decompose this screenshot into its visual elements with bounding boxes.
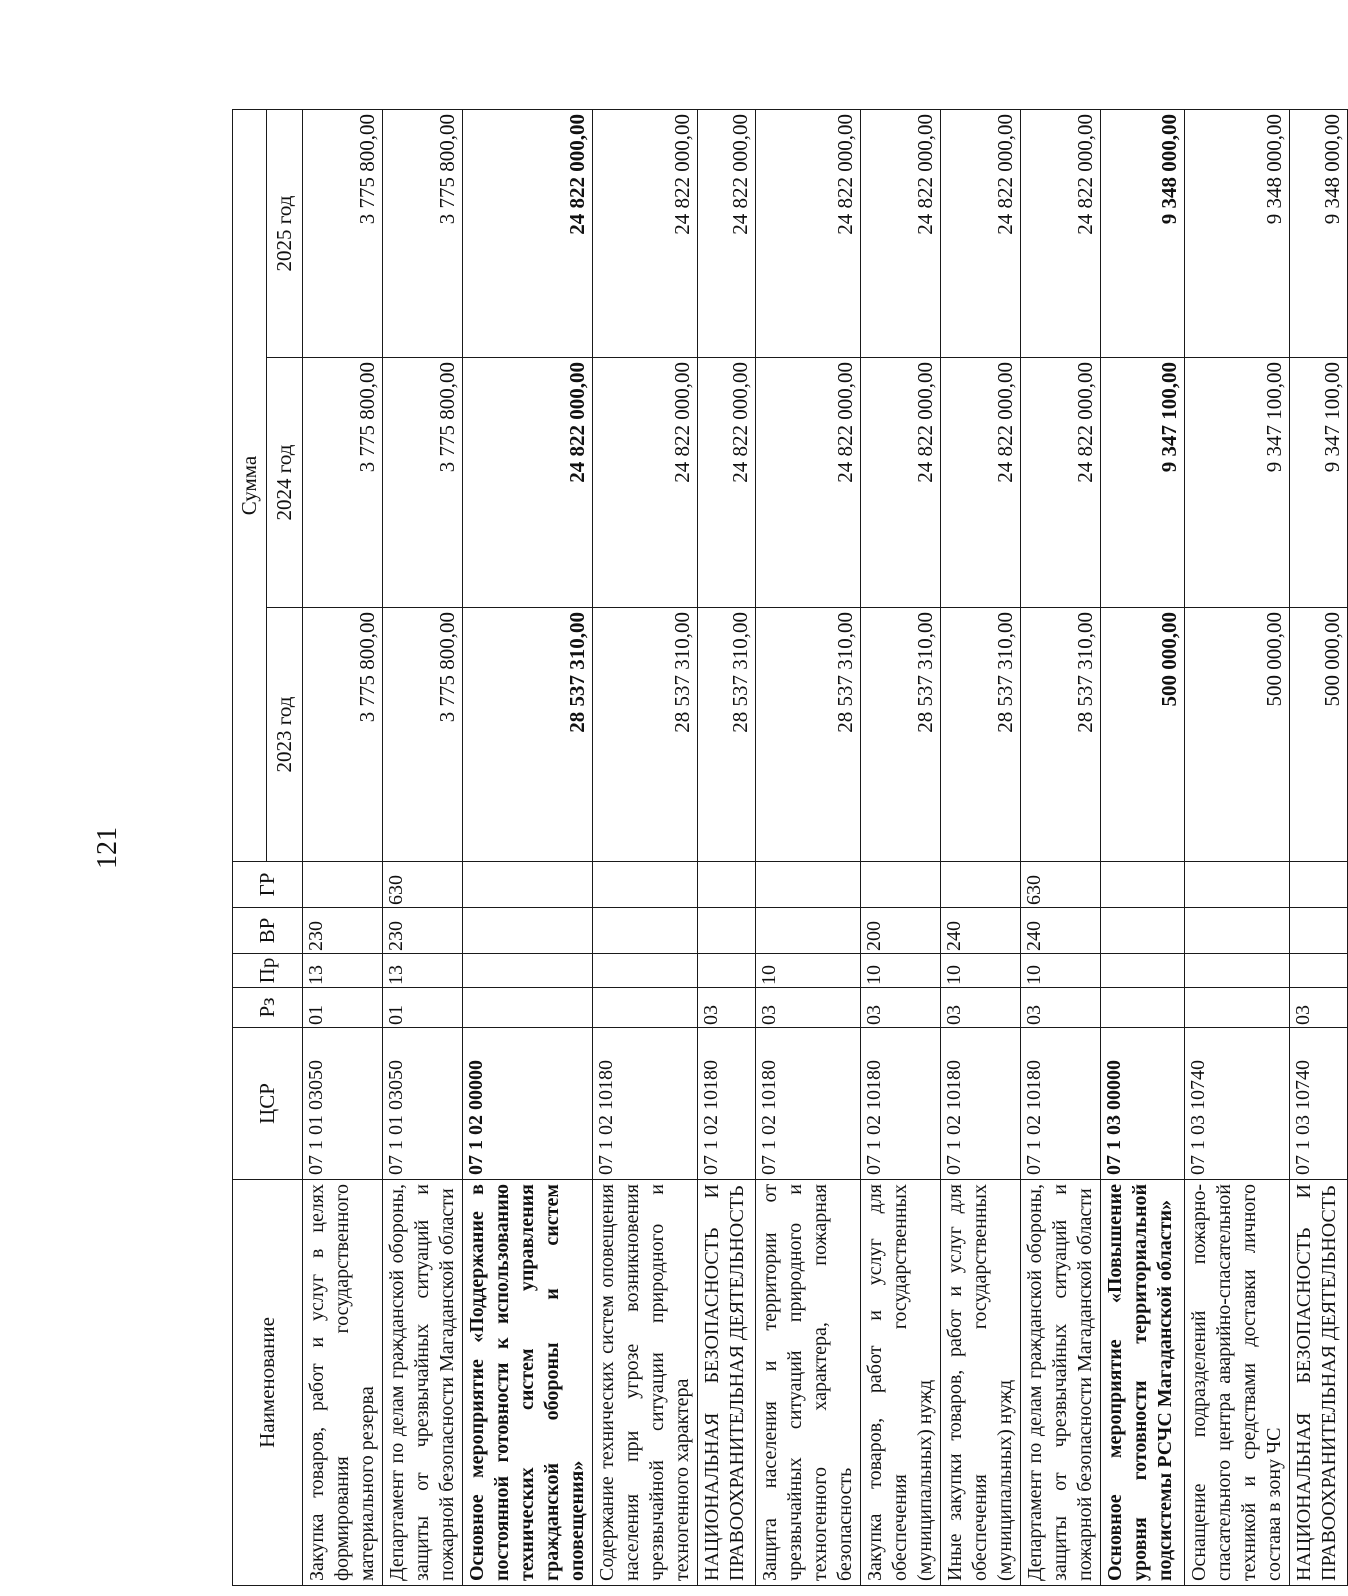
cell-sum-2024: 24 822 000,00 <box>941 358 1021 608</box>
cell-rz <box>593 988 698 1028</box>
cell-rz: 03 <box>1021 988 1101 1028</box>
table-row <box>861 109 941 1585</box>
cell-sum-2023: 28 537 310,00 <box>756 608 861 862</box>
cell-sum-2025: 3 775 800,00 <box>383 109 463 357</box>
table-row <box>383 109 463 1585</box>
cell-sum-2025: 24 822 000,00 <box>698 109 756 357</box>
cell-gr <box>463 862 593 908</box>
cell-rz: 03 <box>941 988 1021 1028</box>
cell-name: Оснащение подразделений пожарно-спасательного центра аварийно-спасательной техникой и средствами доставки личного состава в зону ЧС <box>1185 1180 1290 1586</box>
cell-rz: 03 <box>698 988 756 1028</box>
table-row <box>593 109 698 1585</box>
cell-vr: 240 <box>941 908 1021 954</box>
rotated-table-container <box>232 110 1344 1586</box>
cell-sum-2023: 3 775 800,00 <box>303 608 383 862</box>
document-frame <box>232 110 1344 1586</box>
cell-rz: 03 <box>756 988 861 1028</box>
table-row <box>756 109 861 1585</box>
cell-sum-2023: 28 537 310,00 <box>593 608 698 862</box>
cell-sum-2023: 28 537 310,00 <box>861 608 941 862</box>
cell-sum-2023: 28 537 310,00 <box>941 608 1021 862</box>
table-row <box>1101 109 1185 1585</box>
cell-gr <box>861 862 941 908</box>
cell-pr: 10 <box>861 954 941 988</box>
cell-sum-2024: 24 822 000,00 <box>861 358 941 608</box>
cell-csr: 07 1 02 10180 <box>861 1028 941 1180</box>
cell-gr <box>593 862 698 908</box>
cell-csr: 07 1 02 10180 <box>593 1028 698 1180</box>
cell-sum-2024: 9 347 100,00 <box>1101 358 1185 608</box>
cell-pr <box>698 954 756 988</box>
cell-sum-2023: 28 537 310,00 <box>463 608 593 862</box>
header-year-2024: 2024 год <box>267 358 303 608</box>
cell-vr <box>698 908 756 954</box>
cell-gr <box>756 862 861 908</box>
cell-sum-2024: 24 822 000,00 <box>698 358 756 608</box>
cell-sum-2025: 24 822 000,00 <box>593 109 698 357</box>
budget-table <box>232 109 1348 1586</box>
cell-csr: 07 1 01 03050 <box>303 1028 383 1180</box>
cell-csr: 07 1 03 10740 <box>1185 1028 1290 1180</box>
cell-sum-2023: 500 000,00 <box>1101 608 1185 862</box>
cell-pr <box>1101 954 1185 988</box>
cell-vr <box>1290 908 1348 954</box>
cell-sum-2023: 28 537 310,00 <box>698 608 756 862</box>
header-csr: ЦСР <box>233 1028 303 1180</box>
cell-vr <box>756 908 861 954</box>
cell-gr: 630 <box>1021 862 1101 908</box>
cell-csr: 07 1 01 03050 <box>383 1028 463 1180</box>
cell-sum-2024: 3 775 800,00 <box>383 358 463 608</box>
cell-name: НАЦИОНАЛЬНАЯ БЕЗОПАСНОСТЬ И ПРАВООХРАНИТЕЛЬНАЯ ДЕЯТЕЛЬНОСТЬ <box>698 1180 756 1586</box>
cell-gr <box>1185 862 1290 908</box>
cell-vr: 240 <box>1021 908 1101 954</box>
table-row <box>1021 109 1101 1585</box>
cell-sum-2025: 9 348 000,00 <box>1185 109 1290 357</box>
cell-vr <box>463 908 593 954</box>
table-row <box>941 109 1021 1585</box>
cell-gr <box>1290 862 1348 908</box>
cell-sum-2023: 500 000,00 <box>1185 608 1290 862</box>
cell-name: Закупка товаров, работ и услуг для обеспечения государственных (муниципальных) нужд <box>861 1180 941 1586</box>
header-pr: Пр <box>233 954 303 988</box>
cell-vr <box>1185 908 1290 954</box>
table-body <box>303 109 1348 1585</box>
cell-name: Закупка товаров, работ и услуг в целях формирования государственного материального резерва <box>303 1180 383 1586</box>
cell-sum-2024: 9 347 100,00 <box>1290 358 1348 608</box>
cell-rz <box>1185 988 1290 1028</box>
cell-name: Департамент по делам гражданской обороны, защиты от чрезвычайных ситуаций и пожарной безопасности Магаданской области <box>1021 1180 1101 1586</box>
cell-sum-2025: 3 775 800,00 <box>303 109 383 357</box>
header-sum-group: Сумма <box>233 109 267 861</box>
cell-sum-2024: 24 822 000,00 <box>593 358 698 608</box>
cell-sum-2025: 9 348 000,00 <box>1290 109 1348 357</box>
cell-name: Основное мероприятие «Поддержание в постоянной готовности к использованию технических систем управления гражданской обороны и систем оповещения» <box>463 1180 593 1586</box>
cell-vr <box>593 908 698 954</box>
cell-vr: 230 <box>383 908 463 954</box>
header-vr: ВР <box>233 908 303 954</box>
cell-pr <box>463 954 593 988</box>
cell-pr: 10 <box>1021 954 1101 988</box>
cell-name: Основное мероприятие «Повышение уровня готовности территориальной подсистемы РСЧС Магаданской области» <box>1101 1180 1185 1586</box>
table-row <box>1185 109 1290 1585</box>
cell-rz <box>1101 988 1185 1028</box>
cell-csr: 07 1 03 10740 <box>1290 1028 1348 1180</box>
cell-csr: 07 1 02 00000 <box>463 1028 593 1180</box>
cell-vr <box>1101 908 1185 954</box>
cell-rz <box>463 988 593 1028</box>
cell-sum-2025: 24 822 000,00 <box>1021 109 1101 357</box>
cell-sum-2023: 28 537 310,00 <box>1021 608 1101 862</box>
table-row <box>463 109 593 1585</box>
cell-sum-2024: 24 822 000,00 <box>1021 358 1101 608</box>
cell-pr <box>1290 954 1348 988</box>
header-rz: Рз <box>233 988 303 1028</box>
table-row <box>698 109 756 1585</box>
cell-rz: 03 <box>1290 988 1348 1028</box>
cell-vr: 200 <box>861 908 941 954</box>
cell-sum-2024: 24 822 000,00 <box>463 358 593 608</box>
cell-csr: 07 1 02 10180 <box>941 1028 1021 1180</box>
cell-pr: 10 <box>756 954 861 988</box>
cell-name: Защита населения и территории от чрезвычайных ситуаций природного и техногенного характера, пожарная безопасность <box>756 1180 861 1586</box>
cell-pr: 10 <box>941 954 1021 988</box>
page-number: 121 <box>92 827 123 869</box>
cell-vr: 230 <box>303 908 383 954</box>
header-name: Наименование <box>233 1180 303 1586</box>
cell-sum-2023: 500 000,00 <box>1290 608 1348 862</box>
cell-rz: 03 <box>861 988 941 1028</box>
cell-pr <box>593 954 698 988</box>
cell-pr <box>1185 954 1290 988</box>
cell-sum-2025: 24 822 000,00 <box>756 109 861 357</box>
cell-gr <box>941 862 1021 908</box>
cell-name: Иные закупки товаров, работ и услуг для обеспечения государственных (муниципальных) нужд <box>941 1180 1021 1586</box>
header-gr: ГР <box>233 862 303 908</box>
cell-csr: 07 1 03 00000 <box>1101 1028 1185 1180</box>
cell-pr: 13 <box>303 954 383 988</box>
cell-pr: 13 <box>383 954 463 988</box>
cell-csr: 07 1 02 10180 <box>698 1028 756 1180</box>
cell-gr: 630 <box>383 862 463 908</box>
cell-sum-2025: 24 822 000,00 <box>941 109 1021 357</box>
table-row <box>1290 109 1348 1585</box>
cell-gr <box>303 862 383 908</box>
header-year-2023: 2023 год <box>267 608 303 862</box>
cell-csr: 07 1 02 10180 <box>1021 1028 1101 1180</box>
header-year-2025: 2025 год <box>267 109 303 357</box>
cell-sum-2024: 9 347 100,00 <box>1185 358 1290 608</box>
cell-rz: 01 <box>383 988 463 1028</box>
cell-gr <box>1101 862 1185 908</box>
cell-sum-2024: 3 775 800,00 <box>303 358 383 608</box>
cell-sum-2025: 9 348 000,00 <box>1101 109 1185 357</box>
cell-sum-2025: 24 822 000,00 <box>861 109 941 357</box>
cell-sum-2024: 24 822 000,00 <box>756 358 861 608</box>
cell-rz: 01 <box>303 988 383 1028</box>
cell-name: Содержание технических систем оповещения населения при угрозе возникновения чрезвычайной ситуации природного и техногенного характера <box>593 1180 698 1586</box>
cell-sum-2025: 24 822 000,00 <box>463 109 593 357</box>
cell-csr: 07 1 02 10180 <box>756 1028 861 1180</box>
cell-gr <box>698 862 756 908</box>
cell-sum-2023: 3 775 800,00 <box>383 608 463 862</box>
cell-name: НАЦИОНАЛЬНАЯ БЕЗОПАСНОСТЬ И ПРАВООХРАНИТЕЛЬНАЯ ДЕЯТЕЛЬНОСТЬ <box>1290 1180 1348 1586</box>
table-row <box>303 109 383 1585</box>
cell-name: Департамент по делам гражданской обороны, защиты от чрезвычайных ситуаций и пожарной безопасности Магаданской области <box>383 1180 463 1586</box>
